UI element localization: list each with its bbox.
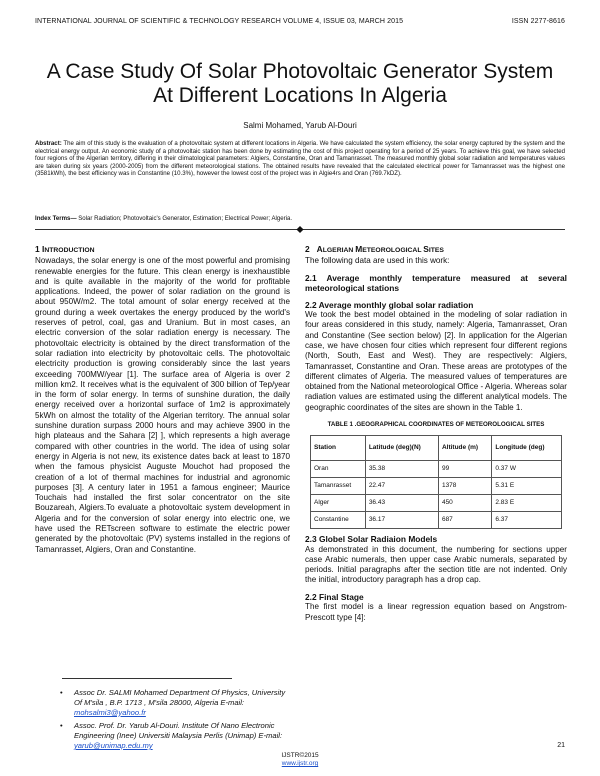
table-header-cell: Latitude (deg)(N)	[365, 436, 438, 461]
table-header-cell: Longitude (deg)	[492, 436, 562, 461]
footnote-text: Assoc. Prof. Dr. Yarub Al-Douri. Institute Of Nano Electronic Engineering (Inee) Universiti Malaysia Perlis (Unimap) E-mail:	[74, 721, 283, 741]
table-row	[311, 495, 562, 512]
table-cell: 99	[438, 461, 491, 478]
section-1-body: Nowadays, the solar energy is one of the most powerful and promising renewable energies for the future. This clean energy is inexhaustible and is quite available in the majority of the world for profitable applications. Indeed, the power of solar radiation on the ground is about 950W/m2. The total amount of solar energy received at the ground during a week overtakes the energy produced by the world's reserves of petrol, coal, gas and Uranium. But in most cases, an electric conversion of the solar radiation energy is necessary. The photovoltaic electricity is obtained by the direct transformation of the solar radiation into electricity by photovoltaic cells. The photovoltaic electricity production is growing considerably since the last years exceeding 700MW/year [1]. The surface area of Algeria is over 2 million km2. It receives what is the equivalent of 300 billion of Tep/year in the form of solar energy. In terms of sunshine duration, the daily energy received over a horizontal surface of 1m2 is approximately 5kWh on almost the totality of the Algerian territory. The annual solar sunshine duration surpass 2000 hours and may achieve 3900 in the high plateaus and the Sahara [2] ], which represents a high average compared with other countries in the world. The idea of using solar energy in Algeria is not new, its existence dates back at least to 1870 when the famous physicist Auguste Mouchot had proposed the creation of a lot of thermal machines for industrial and agronomic purposes [3]. A century later in 1951 a famous engineer; Maurice Touchais had installed the first solar concentrator on the site Bouzareah, Algiers.To evaluate a photovoltaic system development in Algeria and for the conversion of solar energy into electric one, we have used the RETscreen software to estimate the electric power generated by the photovoltaic (PV) systems installed in the regions of Tamanrasset, Algiers, Oran and Constantine.	[35, 256, 290, 554]
email-link[interactable]: mohsalmi3@yahoo.fr	[74, 707, 146, 717]
footer-code: IJSTR©2015	[281, 752, 319, 759]
table-cell: 6.37	[492, 512, 562, 529]
table-cell: Alger	[311, 495, 366, 512]
table-header-cell: Station	[311, 436, 366, 461]
table-cell: 36.43	[365, 495, 438, 512]
table-cell: 687	[438, 512, 491, 529]
abstract	[35, 140, 565, 178]
table-cell: Constantine	[311, 512, 366, 529]
subsection-2-2-body: We took the best model obtained in the modeling of solar radiation in four areas considered in this study, namely: Algeria, Tamanrasset, Oran and Constantine (See section below) [2]. In application for the Algerian case, we have chosen four cities which represent four different regions (North, South, East and West). They are respectively: Algiers, Tamanrasset, Constantine and Oran. These areas are prototypes of the different climates of Algeria. The measured values of temperatures are obtained from the National meteorological Office - Algeria. Whereas solar radiation values are estimated using the different analytical models. The geographic coordinates of the sites are shown in the Table 1.	[305, 310, 567, 412]
subsection-2-3-body: As demonstrated in this document, the numbering for sections upper case Arabic numerals, then upper case Arabic numerals, separated by periods. Initial paragraphs after the section title are not indented. Only the initial, introductory paragraph has a drop cap.	[305, 544, 567, 585]
subsection-2-2-heading: 2.2 Average monthly global solar radiation	[305, 299, 474, 310]
page-number: 21	[557, 742, 565, 749]
journal-name: INTERNATIONAL JOURNAL OF SCIENTIFIC & TECHNOLOGY RESEARCH VOLUME 4, ISSUE 03, MARCH 2015	[35, 18, 404, 25]
index-terms	[35, 215, 565, 223]
abstract-label: Abstract:	[35, 140, 62, 147]
email-link[interactable]: yarub@unimap.edu.my	[74, 740, 153, 750]
index-terms-text: Solar Radiation; Photovoltaic's Generator, Estimation; Electrical Power; Algeria.	[76, 215, 293, 222]
table-header-cell: Altitude (m)	[438, 436, 491, 461]
paper-title: A Case Study Of Solar Photovoltaic Generator System At Different Locations In Algeria	[46, 60, 554, 107]
table-cell: 1378	[438, 478, 491, 495]
table-cell: Oran	[311, 461, 366, 478]
subsection-2-1-heading: 2.1 Average monthly temperature measured at several meteorological stations	[305, 272, 567, 294]
section-divider	[35, 229, 565, 230]
table-row	[311, 512, 562, 529]
page-footer	[0, 752, 600, 768]
bullet-icon: •	[60, 721, 63, 731]
footnote-text: Assoc Dr. SALMI Mohamed Department Of Physics, University Of M'sila , B.P. 1713 , M'sila 28000, Algeria E-mail:	[74, 688, 286, 707]
index-terms-label: Index Terms—	[35, 215, 77, 222]
section-2-intro: The following data are used in this work:	[305, 256, 450, 266]
table-row	[311, 478, 562, 495]
coordinates-table	[310, 435, 562, 529]
table-cell: 2.83 E	[492, 495, 562, 512]
footnote-rule	[62, 678, 232, 679]
subsection-final-stage-heading: 2.2 Final Stage	[305, 591, 364, 602]
table-cell: 36.17	[365, 512, 438, 529]
section-1-heading: 1 INTRODUCTION	[35, 244, 95, 254]
authors: Salmi Mohamed, Yarub Al-Douri	[243, 121, 357, 130]
table-cell: 35.38	[365, 461, 438, 478]
journal-url-link[interactable]: www.ijstr.org	[281, 760, 319, 767]
table-header-row	[311, 436, 562, 461]
table-cell: Tamanrasset	[311, 478, 366, 495]
section-2-heading: 2 ALGERIAN METEOROLOGICAL SITES	[305, 244, 444, 254]
bullet-icon: •	[60, 688, 63, 697]
table-row	[311, 461, 562, 478]
table-1-title: TABLE 1 .GEOGRAPHICAL COORDINATES OF METEOROLOGICAL SITES	[327, 421, 545, 429]
table-cell: 450	[438, 495, 491, 512]
footnotes	[60, 688, 295, 755]
table-cell: 0.37 W	[492, 461, 562, 478]
subsection-2-3-heading: 2.3 Globel Solar Radiaion Models	[305, 534, 438, 545]
right-column	[305, 244, 567, 623]
divider-diamond-icon	[296, 226, 303, 233]
subsection-final-stage-body: The first model is a linear regression equation based on Angstrom-Prescott type [4]:	[305, 602, 567, 622]
footnote-item	[60, 688, 295, 717]
table-cell: 5.31 E	[492, 478, 562, 495]
footnote-item	[60, 721, 295, 750]
abstract-text: The aim of this study is the evaluation of a photovoltaic system at different locations in Algeria. We have calculated the system efficiency, the solar energy captured by the system and the electrical energy output. An economic study of a photovoltaic station has been done by estimating the cost of this project operating for a period of 25 years. To achieve this goal, we have selected four regions of the Algerian territory, differing in their climatological parameters: Algiers, Constantine, Oran and Tamanrasset. The measured monthly global solar radiation and temperatures values are taken during six years (2000-2005) from the different meteorological stations. The obtained results have revealed that the calculated electrical power for Tamanrasset was the highest one (3581kWh), the best efficiency was in Constantine (10.3%), however the lowest cost of the project was in Algie4rs and Oran (769.7kDZ).	[35, 140, 565, 177]
issn: ISSN 2277-8616	[511, 18, 565, 25]
table-cell: 22.47	[365, 478, 438, 495]
left-column	[35, 244, 290, 555]
